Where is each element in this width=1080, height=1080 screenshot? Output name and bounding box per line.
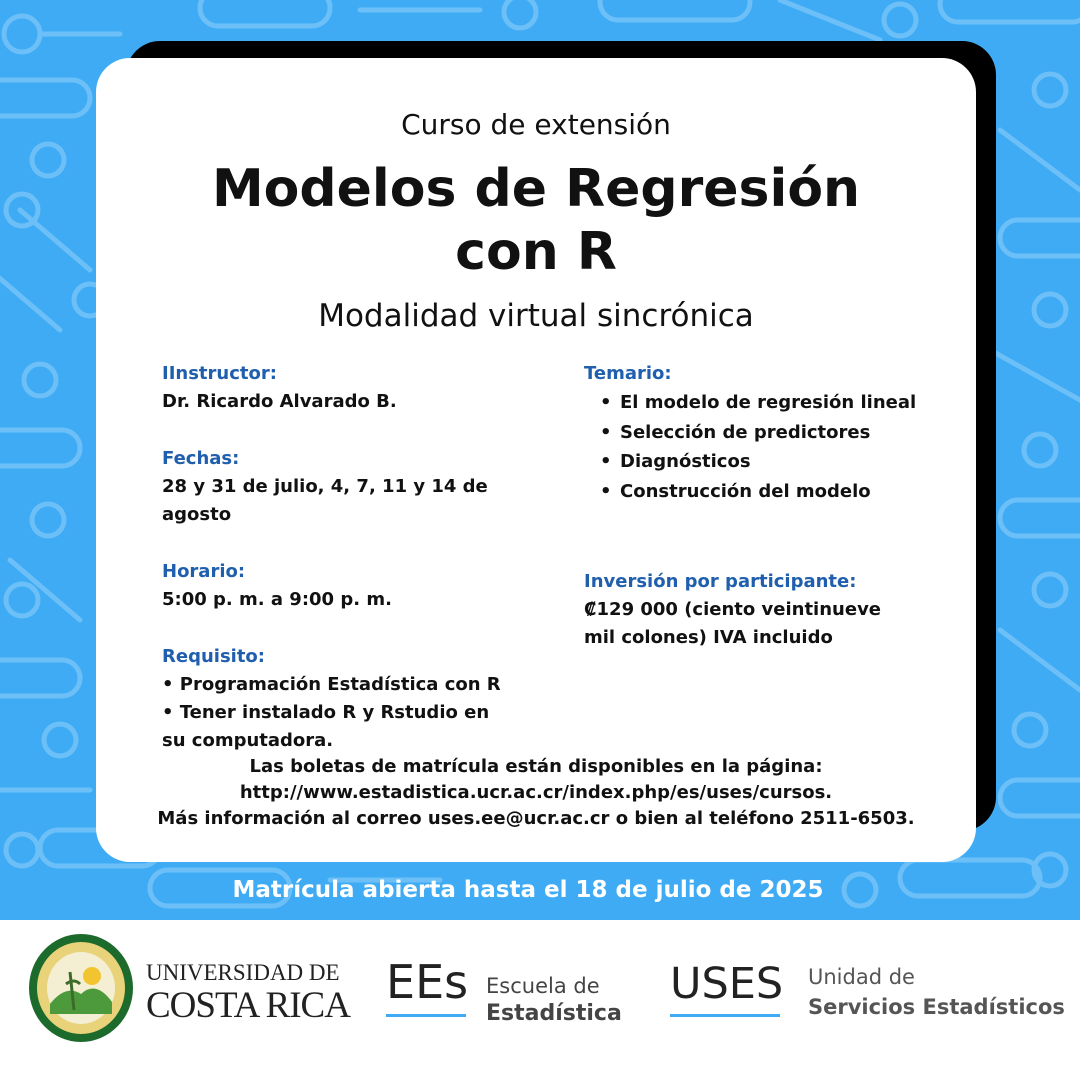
topic-item: • Construcción del modelo bbox=[584, 477, 964, 507]
bullet-icon: • bbox=[600, 451, 612, 472]
registration-info-line: Las boletas de matrícula están disponibles en la página: bbox=[249, 756, 823, 777]
uses-logo: USES bbox=[670, 958, 782, 1017]
topic-item: • Selección de predictores bbox=[584, 418, 964, 448]
topic-item: • El modelo de regresión lineal bbox=[584, 388, 964, 418]
topics-label: Temario: bbox=[584, 363, 672, 384]
schedule-value: 5:00 p. m. a 9:00 p. m. bbox=[162, 589, 392, 610]
bullet-icon: • bbox=[600, 480, 612, 502]
course-type: Curso de extensión bbox=[401, 108, 671, 141]
course-title-line2: con R bbox=[455, 222, 617, 282]
bullet-icon: • bbox=[600, 392, 612, 413]
requirement-label: Requisito: bbox=[162, 646, 265, 667]
dates-value: 28 y 31 de julio, 4, 7, 11 y 14 de agosto bbox=[162, 476, 488, 525]
topic-item: • Diagnósticos bbox=[584, 447, 964, 477]
enrollment-deadline: Matrícula abierta hasta el 18 de julio de 2025 bbox=[232, 877, 824, 903]
registration-info bbox=[96, 754, 976, 832]
requirement-item-continued: su computadora. bbox=[162, 730, 334, 751]
course-title-line1: Modelos de Regresión bbox=[211, 159, 861, 219]
bullet-icon: • bbox=[600, 421, 612, 443]
instructor-value: Dr. Ricardo Alvarado B. bbox=[162, 391, 397, 412]
ees-logo: EEs bbox=[386, 956, 466, 1017]
investment-value: ₡129 000 (ciento veintinueve bbox=[584, 599, 882, 620]
course-modality: Modalidad virtual sincrónica bbox=[318, 298, 754, 334]
investment-value-continued: mil colones) IVA incluido bbox=[584, 627, 833, 648]
schedule-label: Horario: bbox=[162, 561, 246, 582]
dates-label: Fechas: bbox=[162, 448, 240, 469]
investment-label: Inversión por participante: bbox=[584, 571, 857, 592]
ees-name: Escuela de Estadística bbox=[486, 974, 622, 1026]
course-details-right bbox=[584, 360, 964, 652]
topics-list bbox=[584, 388, 964, 506]
uses-name: Unidad de Servicios Estadísticos bbox=[808, 965, 1065, 1019]
ucr-name: UNIVERSIDAD DE COSTA RICA bbox=[146, 960, 350, 1026]
requirement-item: • Programación Estadística con R bbox=[162, 674, 501, 695]
ucr-seal-logo bbox=[26, 932, 136, 1048]
course-title bbox=[96, 158, 976, 284]
course-details-left bbox=[162, 360, 562, 755]
course-card bbox=[96, 58, 976, 862]
registration-url[interactable]: http://www.estadistica.ucr.ac.cr/index.php/es/uses/cursos. bbox=[239, 782, 833, 803]
logo-bar bbox=[0, 920, 1080, 1080]
contact-info: Más información al correo uses.ee@ucr.ac.cr o bien al teléfono 2511-6503. bbox=[157, 808, 915, 829]
requirement-item: • Tener instalado R y Rstudio en bbox=[162, 702, 490, 723]
instructor-label: IInstructor: bbox=[162, 363, 277, 384]
